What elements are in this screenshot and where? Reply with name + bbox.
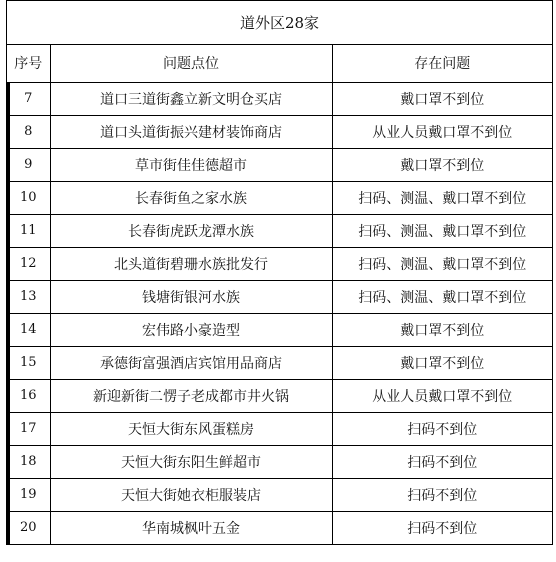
row-index: 7 bbox=[7, 82, 50, 115]
document-table-sheet bbox=[6, 0, 553, 545]
header-location: 问题点位 bbox=[50, 45, 332, 82]
row-location: 长春街鱼之家水族 bbox=[50, 181, 332, 214]
row-index: 8 bbox=[7, 115, 50, 148]
table-body bbox=[7, 82, 552, 544]
table-row bbox=[7, 82, 552, 115]
row-index: 10 bbox=[7, 181, 50, 214]
inspection-table bbox=[7, 45, 552, 545]
row-issue: 从业人员戴口罩不到位 bbox=[332, 115, 552, 148]
table-row bbox=[7, 214, 552, 247]
row-issue: 从业人员戴口罩不到位 bbox=[332, 379, 552, 412]
table-row bbox=[7, 379, 552, 412]
row-issue: 戴口罩不到位 bbox=[332, 148, 552, 181]
table-title: 道外区28家 bbox=[7, 0, 552, 45]
row-index: 15 bbox=[7, 346, 50, 379]
row-issue: 扫码、测温、戴口罩不到位 bbox=[332, 247, 552, 280]
row-issue: 扫码、测温、戴口罩不到位 bbox=[332, 181, 552, 214]
row-issue: 戴口罩不到位 bbox=[332, 313, 552, 346]
row-issue: 戴口罩不到位 bbox=[332, 346, 552, 379]
row-location: 道口头道街振兴建材装饰商店 bbox=[50, 115, 332, 148]
header-index: 序号 bbox=[7, 45, 50, 82]
table-row bbox=[7, 478, 552, 511]
table-row bbox=[7, 445, 552, 478]
table-row bbox=[7, 148, 552, 181]
row-issue: 扫码不到位 bbox=[332, 445, 552, 478]
table-row bbox=[7, 412, 552, 445]
row-index: 19 bbox=[7, 478, 50, 511]
row-location: 新迎新街二愣子老成都市井火锅 bbox=[50, 379, 332, 412]
table-row bbox=[7, 280, 552, 313]
row-index: 20 bbox=[7, 511, 50, 544]
table-row bbox=[7, 313, 552, 346]
row-issue: 扫码不到位 bbox=[332, 478, 552, 511]
row-location: 天恒大街东风蛋糕房 bbox=[50, 412, 332, 445]
row-issue: 扫码不到位 bbox=[332, 412, 552, 445]
row-location: 天恒大街东阳生鲜超市 bbox=[50, 445, 332, 478]
row-index: 17 bbox=[7, 412, 50, 445]
table-row bbox=[7, 346, 552, 379]
header-issue: 存在问题 bbox=[332, 45, 552, 82]
row-index: 11 bbox=[7, 214, 50, 247]
row-index: 16 bbox=[7, 379, 50, 412]
row-location: 天恒大街她衣柜服装店 bbox=[50, 478, 332, 511]
row-location: 宏伟路小豪造型 bbox=[50, 313, 332, 346]
table-row bbox=[7, 115, 552, 148]
row-location: 道口三道街鑫立新文明仓买店 bbox=[50, 82, 332, 115]
row-location: 钱塘街银河水族 bbox=[50, 280, 332, 313]
row-index: 12 bbox=[7, 247, 50, 280]
row-index: 18 bbox=[7, 445, 50, 478]
row-issue: 扫码、测温、戴口罩不到位 bbox=[332, 280, 552, 313]
row-index: 14 bbox=[7, 313, 50, 346]
header-row bbox=[7, 45, 552, 82]
row-location: 承德街富强酒店宾馆用品商店 bbox=[50, 346, 332, 379]
table-row bbox=[7, 511, 552, 544]
row-issue: 戴口罩不到位 bbox=[332, 82, 552, 115]
table-row bbox=[7, 181, 552, 214]
table-row bbox=[7, 247, 552, 280]
row-location: 北头道街碧珊水族批发行 bbox=[50, 247, 332, 280]
row-issue: 扫码、测温、戴口罩不到位 bbox=[332, 214, 552, 247]
row-location: 草市街佳佳德超市 bbox=[50, 148, 332, 181]
row-index: 9 bbox=[7, 148, 50, 181]
row-issue: 扫码不到位 bbox=[332, 511, 552, 544]
row-location: 华南城枫叶五金 bbox=[50, 511, 332, 544]
row-location: 长春街虎跃龙潭水族 bbox=[50, 214, 332, 247]
row-index: 13 bbox=[7, 280, 50, 313]
